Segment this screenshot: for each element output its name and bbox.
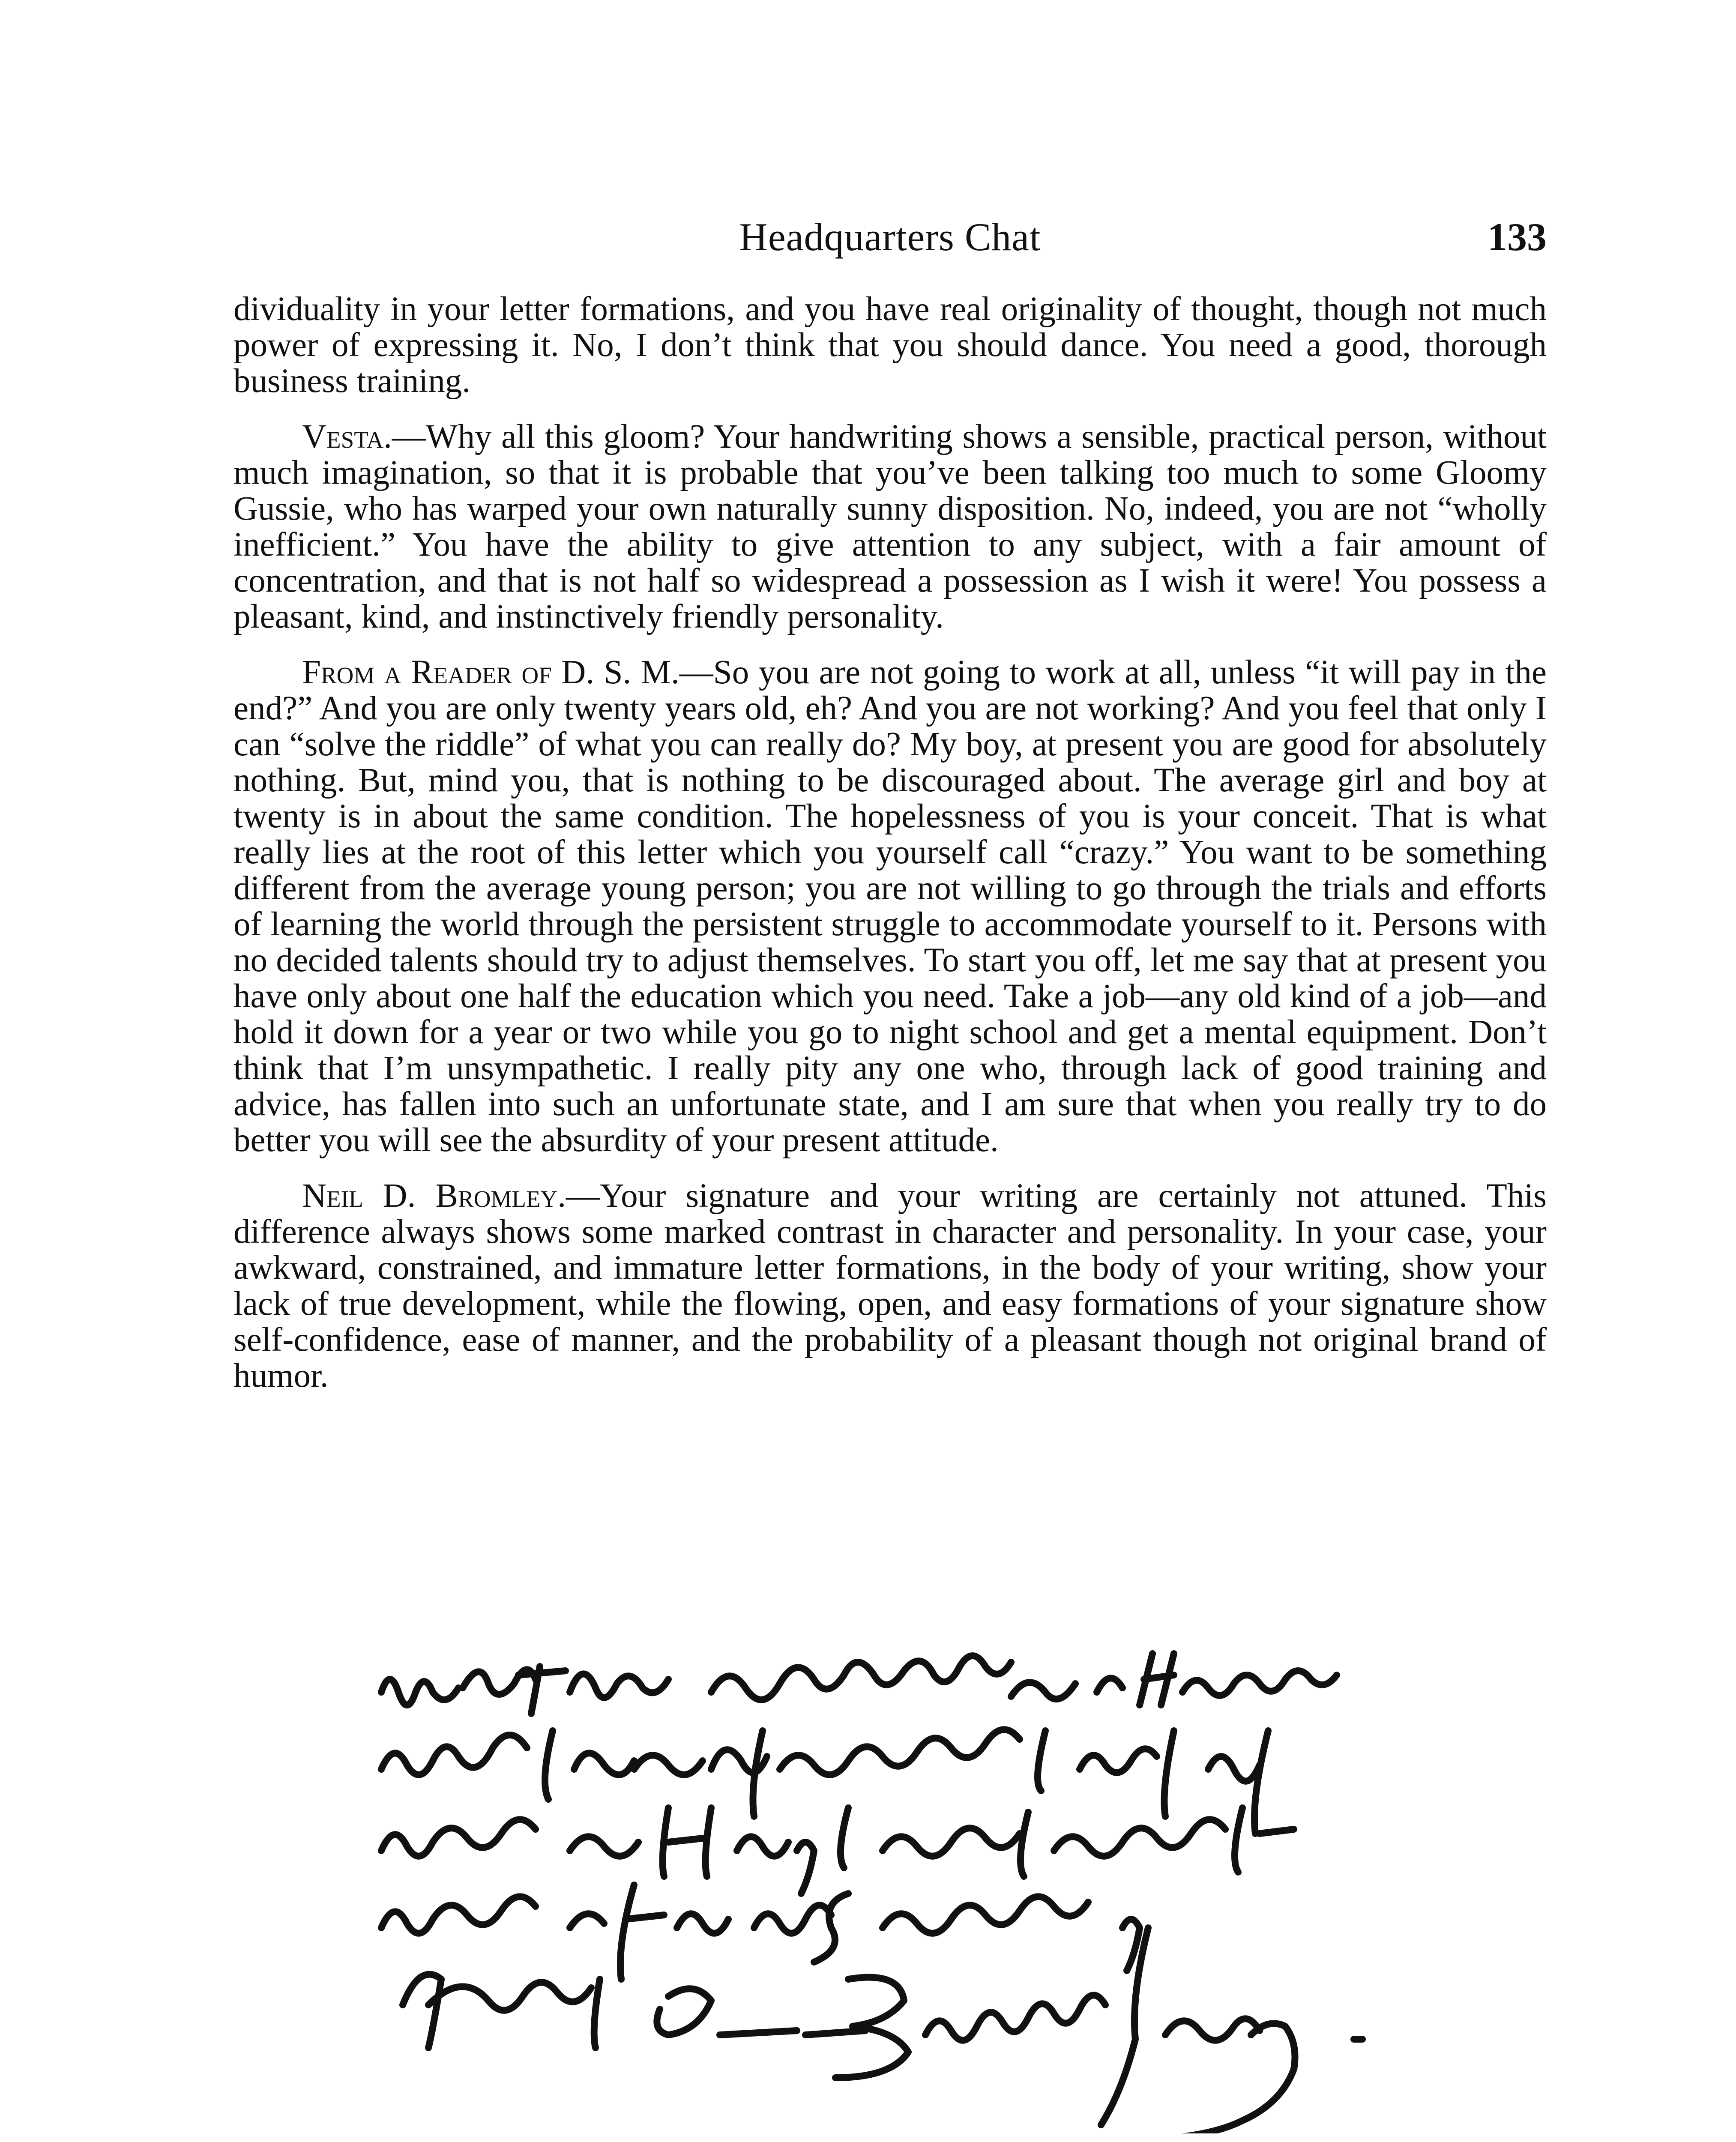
paragraph-reader-dsm <box>233 655 1547 1158</box>
paragraph-text: —So you are not going to work at all, unless “it will pay in the end?” And you are only twenty years old, eh? And you are not working? And you feel that only I can “solve the riddle” of what you can really do? My boy, at present you are good for absolutely nothing. But, mind you, that is nothing to be discouraged about. The average girl and boy at twenty is in about the same condition. The hopelessness of you is your conceit. That is what really lies at the root of this letter which you yourself call “crazy.” You want to be something different from the average young person; you are not willing to go through the trials and efforts of learning the world through the persistent struggle to accommodate yourself to it. Persons with no decided talents should try to adjust themselves. To start you off, let me say that at present you have only about one half the education which you need. Take a job—any old kind of a job—and hold it down for a year or two while you go to night school and get a mental equipment. Don’t think that I’m unsympathetic. I really pity any one who, through lack of good training and advice, has fallen into such an unfortunate state, and I am sure that when you really try to do better you will see the absurdity of your present attitude. <box>233 654 1547 1159</box>
paragraph-lead: From a Reader of D. S. M. <box>302 654 679 691</box>
running-head: Headquarters Chat <box>739 215 1041 259</box>
page-number: 133 <box>1488 215 1547 259</box>
article-body <box>233 291 1547 1414</box>
paragraph-lead: Neil D. Bromley. <box>302 1177 566 1215</box>
paragraph-continuation <box>233 291 1547 399</box>
handwriting-specimen <box>368 1628 1414 2133</box>
paragraph-text: —Your signature and your writing are certainly not attuned. This difference always shows some marked contrast in character and personality. In your case, your awkward, constrained, and immature letter formations, in the body of your writing, show your lack of true development, while the flowing, open, and easy formations of your signature show self-confidence, ease of manner, and the probability of a pleasant though not original brand of humor. <box>233 1177 1547 1394</box>
paragraph-neil-bromley <box>233 1178 1547 1394</box>
paragraph-text: dividuality in your letter formations, and you have real originality of thought, though not much power of expressing it. No, I don’t think that you should dance. You need a good, thorough business training. <box>233 290 1547 400</box>
paragraph-text: —Why all this gloom? Your handwriting shows a sensible, practical person, without much imagination, so that it is probable that you’ve been talking too much to some Gloomy Gussie, who has warped your own naturally sunny disposition. No, indeed, you are not “wholly inefficient.” You have the ability to give attention to any subject, with a fair amount of concentration, and that is not half so widespread a possession as I wish it were! You possess a pleasant, kind, and instinctively friendly personality. <box>233 418 1547 635</box>
paragraph-vesta <box>233 419 1547 635</box>
page-header <box>233 214 1547 266</box>
paragraph-lead: Vesta. <box>302 418 392 455</box>
handwriting-specimen-drawing <box>368 1628 1414 2133</box>
